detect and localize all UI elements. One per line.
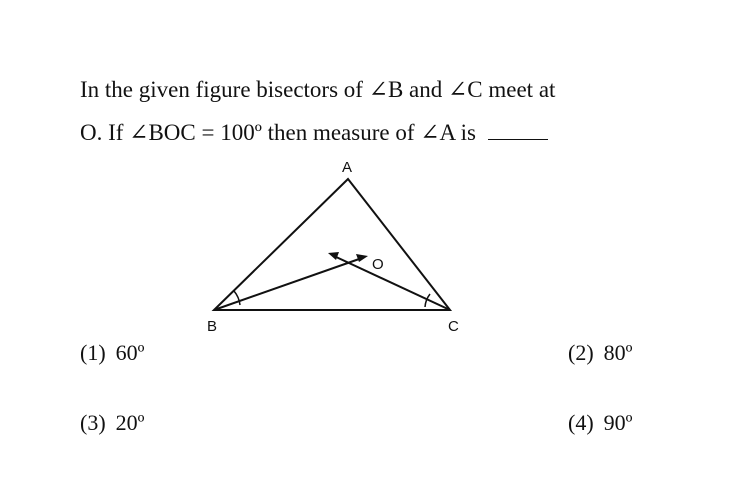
bisector-c-arrow: [328, 252, 339, 260]
option-2-number: (2): [568, 340, 594, 365]
option-1-text: 60º: [115, 340, 145, 365]
bisector-c: [334, 256, 450, 310]
label-a: A: [342, 159, 353, 176]
label-b: B: [207, 318, 218, 335]
bisector-b-arrow: [356, 254, 368, 262]
bisector-b: [214, 258, 362, 310]
option-4-text: 90º: [603, 410, 633, 435]
label-o: O: [372, 256, 384, 273]
option-1-number: (1): [80, 340, 106, 365]
option-2-text: 80º: [603, 340, 633, 365]
option-4-number: (4): [568, 410, 594, 435]
option-3-text: 20º: [115, 410, 145, 435]
label-c: C: [448, 318, 459, 335]
question-text-2: O. If ∠BOC = 100º then measure of ∠A is: [80, 120, 476, 145]
option-1[interactable]: [80, 340, 144, 366]
option-4[interactable]: [568, 410, 632, 436]
triangle-abc: [214, 179, 450, 310]
question-text-1: In the given figure bisectors of ∠B and ∠C meet at: [80, 77, 556, 102]
option-3[interactable]: [80, 410, 144, 436]
option-2[interactable]: [568, 340, 632, 366]
option-3-number: (3): [80, 410, 106, 435]
